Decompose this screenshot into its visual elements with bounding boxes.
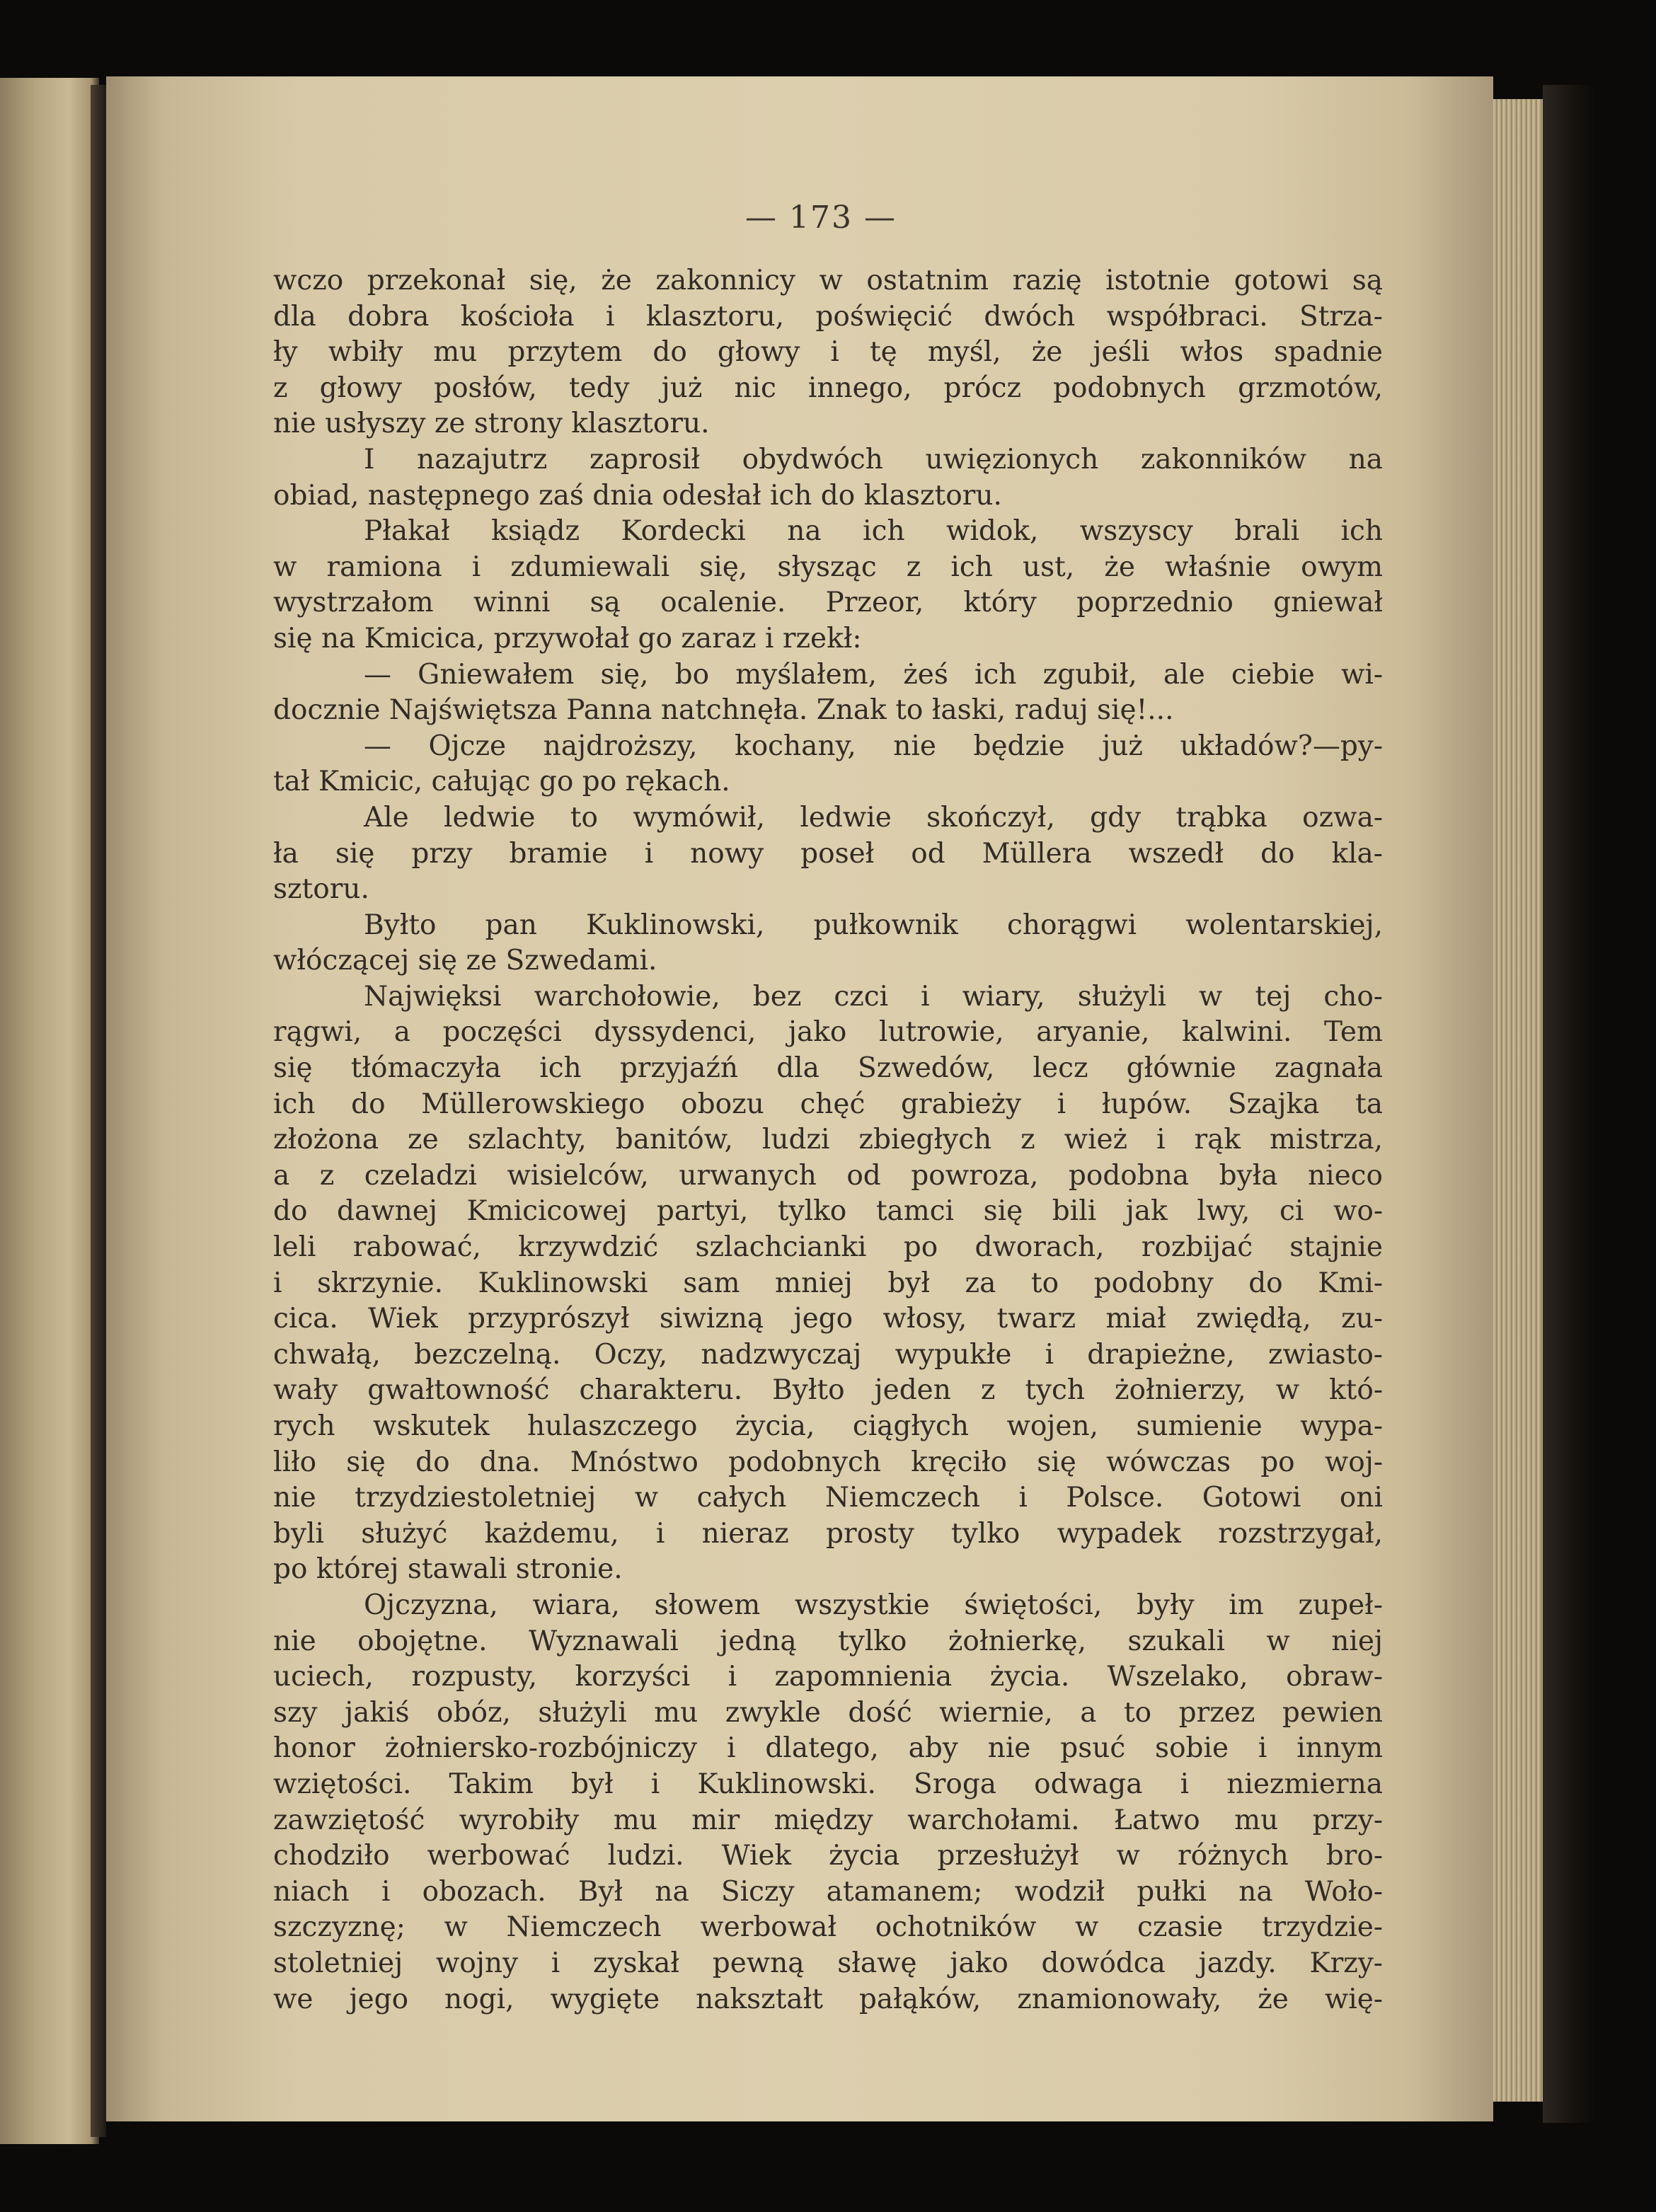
text-line: Ale ledwie to wymówił, ledwie skończył, gdy trąbka ozwa- — [364, 801, 1383, 834]
text-line: stoletniej wojny i zyskał pewną sławę jako dowódca jazdy. Krzy- — [273, 1947, 1383, 1979]
text-line: Ojczyzna, wiara, słowem wszystkie świętości, były im zupeł- — [364, 1589, 1383, 1621]
text-line: wały gwałtowność charakteru. Byłto jeden z tych żołnierzy, w któ- — [273, 1374, 1383, 1407]
text-line: Płakał ksiądz Kordecki na ich widok, wszyscy brali ich — [364, 515, 1383, 548]
page-number: — 173 — — [745, 200, 897, 236]
text-line: włóczącej się ze Szwedami. — [273, 945, 657, 977]
text-line: rych wskutek hulaszczego życia, ciągłych wojen, sumienie wypa- — [273, 1410, 1383, 1442]
text-line: sztoru. — [273, 873, 369, 906]
text-line: ły wbiły mu przytem do głowy i tę myśl, że jeśli włos spadnie — [273, 336, 1383, 369]
text-line: z głowy posłów, tedy już nic innego, prócz podobnych grzmotów, — [273, 371, 1383, 404]
text-line: się tłómaczyła ich przyjaźń dla Szwedów, lecz głównie zagnała — [273, 1052, 1383, 1085]
body-text — [273, 263, 1383, 2017]
text-line: dla dobra kościoła i klasztoru, poświęcić dwóch współbraci. Strza- — [273, 300, 1383, 333]
text-line: szczyznę; w Niemczech werbował ochotników w czasie trzydzie- — [273, 1911, 1383, 1944]
text-line: Byłto pan Kuklinowski, pułkownik chorągwi wolentarskiej, — [364, 909, 1383, 941]
text-line: a z czeladzi wisielców, urwanych od powroza, podobna była nieco — [273, 1159, 1383, 1192]
text-line: się na Kmicica, przywołał go zaraz i rzekł: — [273, 622, 862, 655]
text-line: cica. Wiek przyprószył siwizną jego włosy, twarz miał zwiędłą, zu- — [273, 1303, 1383, 1335]
text-line: chwałą, bezczelną. Oczy, nadzwyczaj wypukłe i drapieżne, zwiasto- — [273, 1338, 1383, 1371]
text-line: nie obojętne. Wyznawali jedną tylko żołnierkę, szukali w niej — [273, 1625, 1383, 1657]
page-stack-edge — [1493, 99, 1543, 2102]
text-line: Najwięksi warchołowie, bez czci i wiary, służyli w tej cho- — [364, 980, 1383, 1013]
text-line: złożona ze szlachty, banitów, ludzi zbiegłych z wież i rąk mistrza, — [273, 1124, 1383, 1156]
text-line: obiad, następnego zaś dnia odesłał ich do klasztoru. — [273, 479, 1002, 512]
text-line: uciech, rozpusty, korzyści i zapomnienia życia. Wszelako, obraw- — [273, 1661, 1383, 1693]
text-line: byli służyć każdemu, i nieraz prosty tylko wypadek rozstrzygał, — [273, 1517, 1383, 1550]
facing-page-edge — [0, 78, 99, 2144]
text-line: tał Kmicic, całując go po rękach. — [273, 766, 730, 798]
text-line: I nazajutrz zaprosił obydwóch uwięzionych zakonników na — [364, 443, 1383, 476]
text-line: wystrzałom winni są ocalenie. Przeor, który poprzednio gniewał — [273, 587, 1383, 619]
text-line: docznie Najświętsza Panna natchnęła. Znak to łaski, raduj się!... — [273, 694, 1174, 727]
text-line: zawziętość wyrobiły mu mir między warchołami. Łatwo mu przy- — [273, 1804, 1383, 1836]
text-line: — Gniewałem się, bo myślałem, żeś ich zgubił, ale ciebie wi- — [364, 658, 1383, 691]
text-line: wczo przekonał się, że zakonnicy w ostatnim razię istotnie gotowi są — [273, 265, 1383, 296]
text-line: w ramiona i zdumiewali się, słysząc z ich ust, że właśnie owym — [273, 551, 1383, 583]
text-line: liło się do dna. Mnóstwo podobnych kręciło się wówczas po woj- — [273, 1446, 1383, 1478]
text-line: chodziło werbować ludzi. Wiek życia przesłużył w różnych bro- — [273, 1840, 1383, 1872]
text-line: rągwi, a poczęści dyssydenci, jako lutrowie, aryanie, kalwini. Tem — [273, 1016, 1383, 1049]
book-gutter — [91, 85, 106, 2137]
text-line: szy jakiś obóz, służyli mu zwykle dość wiernie, a to przez pewien — [273, 1696, 1383, 1729]
book-cover — [1543, 85, 1599, 2123]
text-line: ła się przy bramie i nowy poseł od Müllera wszedł do kla- — [273, 837, 1383, 870]
text-line: nie trzydziestoletniej w całych Niemczech i Polsce. Gotowi oni — [273, 1482, 1383, 1514]
text-line: honor żołniersko-rozbójniczy i dlatego, aby nie psuć sobie i innym — [273, 1732, 1383, 1765]
text-line: niach i obozach. Był na Siczy atamanem; wodził pułki na Woło- — [273, 1875, 1383, 1908]
text-line: leli rabować, krzywdzić szlachcianki po dworach, rozbijać stajnie — [273, 1231, 1383, 1264]
text-line: do dawnej Kmicicowej partyi, tylko tamci się bili jak lwy, ci wo- — [273, 1195, 1383, 1228]
text-line: wziętości. Takim był i Kuklinowski. Sroga odwaga i niezmierna — [273, 1768, 1383, 1800]
text-line: nie usłyszy ze strony klasztoru. — [273, 408, 710, 440]
text-line: — Ojcze najdroższy, kochany, nie będzie już układów?—py- — [364, 730, 1383, 762]
text-line: i skrzynie. Kuklinowski sam mniej był za to podobny do Kmi- — [273, 1267, 1383, 1299]
text-line: ich do Müllerowskiego obozu chęć grabieży i łupów. Szajka ta — [273, 1088, 1383, 1120]
text-line: po której stawali stronie. — [273, 1553, 623, 1586]
text-line: we jego nogi, wygięte nakształt pałąków, znamionowały, że wię- — [273, 1983, 1383, 2015]
